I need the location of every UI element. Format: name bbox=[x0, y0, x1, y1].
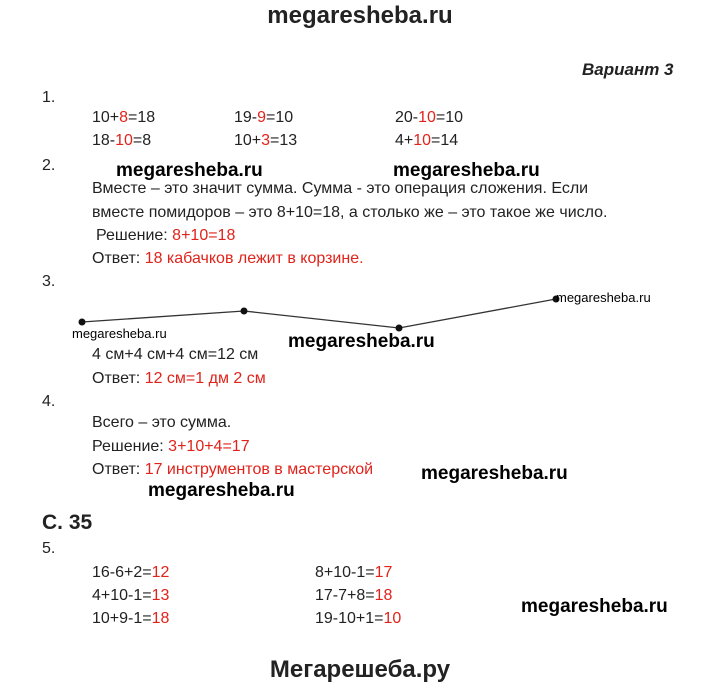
watermark: megaresheba.ru bbox=[421, 463, 568, 484]
task-3-number: 3. bbox=[42, 273, 56, 290]
footer-site-title: Мегарешеба.ру bbox=[269, 656, 451, 683]
task-5-expression: 8+10-1=17 bbox=[315, 564, 393, 581]
task-1-number: 1. bbox=[42, 89, 56, 106]
task-5-expression: 19-10+1=10 bbox=[315, 610, 402, 627]
task-3-calculation: 4 см+4 см+4 см=12 см bbox=[92, 346, 259, 363]
task-4-answer: Ответ: 17 инструментов в мастерской bbox=[92, 461, 374, 478]
watermark: megaresheba.ru bbox=[521, 596, 668, 617]
watermark: megaresheba.ru bbox=[556, 290, 651, 305]
watermark: megaresheba.ru bbox=[72, 326, 167, 341]
task-5-number: 5. bbox=[42, 540, 56, 557]
task-4-number: 4. bbox=[42, 393, 56, 410]
task-5-expression: 10+9-1=18 bbox=[92, 610, 170, 627]
broken-line-vertex bbox=[241, 308, 248, 315]
broken-line-vertex bbox=[79, 319, 86, 326]
task-5-expression: 17-7+8=18 bbox=[315, 587, 393, 604]
task-1-expression: 10+3=13 bbox=[234, 132, 298, 149]
task-2-solution: Решение: 8+10=18 bbox=[96, 227, 236, 244]
task-1-expression: 20-10=10 bbox=[395, 109, 464, 126]
task-2-text-line: Вместе – это значит сумма. Сумма - это операция сложения. Если bbox=[92, 180, 589, 197]
task-1-expression: 19-9=10 bbox=[234, 109, 294, 126]
task-4-solution: Решение: 3+10+4=17 bbox=[92, 438, 250, 455]
task-2-text-line: вместе помидоров – это 8+10=18, а столько же – это такое же число. bbox=[92, 204, 608, 221]
site-title: megaresheba.ru bbox=[267, 2, 453, 29]
variant-label: Вариант 3 bbox=[582, 60, 674, 79]
task-1-expression: 10+8=18 bbox=[92, 109, 156, 126]
page-number: С. 35 bbox=[42, 511, 93, 534]
watermark: megaresheba.ru bbox=[288, 331, 435, 352]
task-5-expression: 4+10-1=13 bbox=[92, 587, 170, 604]
task-3-answer: Ответ: 12 см=1 дм 2 см bbox=[92, 370, 266, 387]
task-2-number: 2. bbox=[42, 157, 56, 174]
task-1-expression: 4+10=14 bbox=[395, 132, 459, 149]
task-4-text-line: Всего – это сумма. bbox=[92, 414, 232, 431]
task-1-expression: 18-10=8 bbox=[92, 132, 152, 149]
broken-line bbox=[82, 299, 556, 328]
task-2-answer: Ответ: 18 кабачков лежит в корзине. bbox=[92, 250, 364, 267]
watermark: megaresheba.ru bbox=[148, 480, 295, 501]
watermark: megaresheba.ru bbox=[393, 160, 540, 181]
watermark: megaresheba.ru bbox=[116, 160, 263, 181]
task-5-expression: 16-6+2=12 bbox=[92, 564, 170, 581]
